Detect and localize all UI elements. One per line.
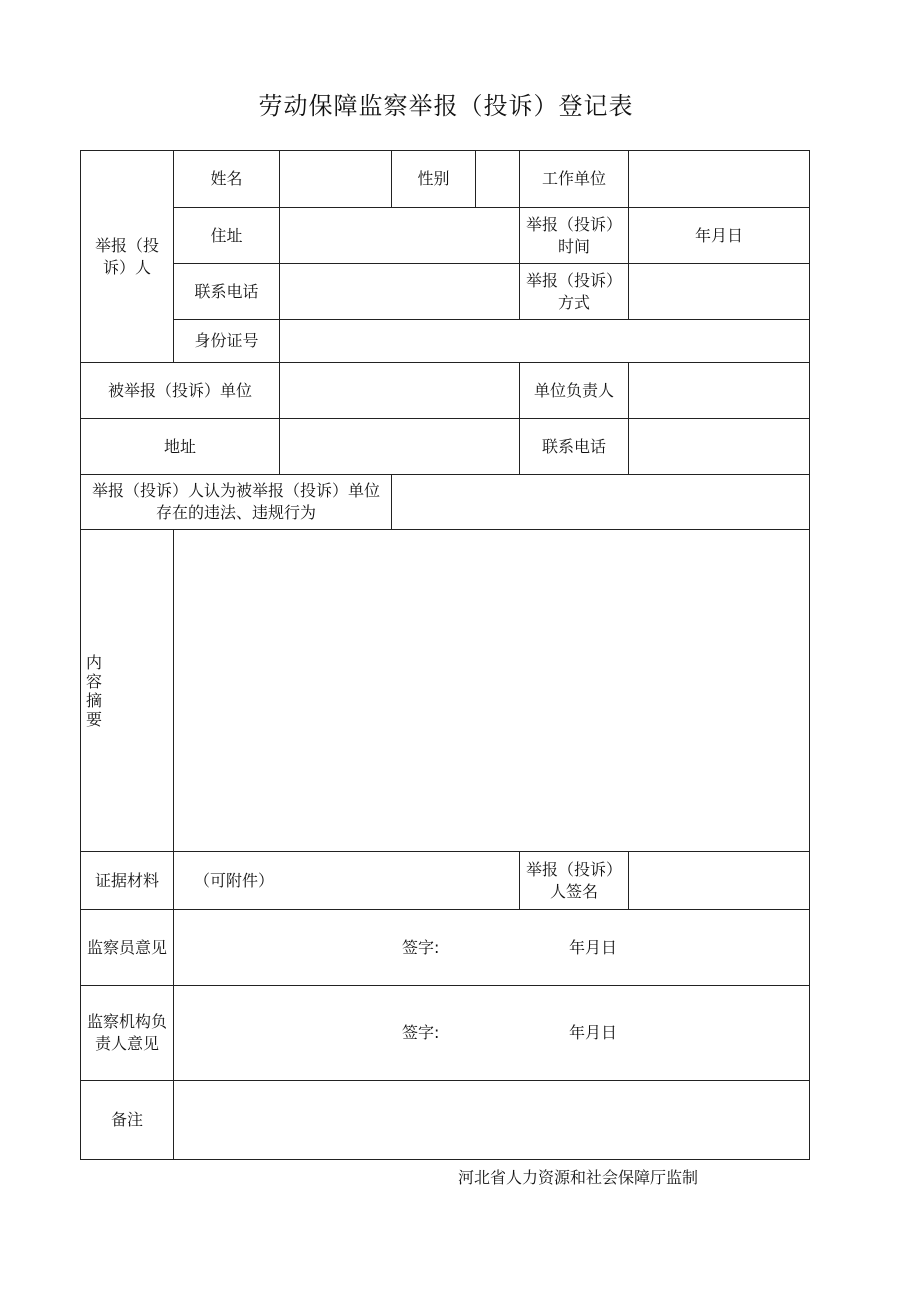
remarks-label-cell <box>80 1080 174 1160</box>
evidence-label: 证据材料 <box>94 870 159 890</box>
agency-head-opinion-label: 监察机构负责人意见 <box>86 1012 167 1053</box>
phone-label-cell <box>173 263 280 320</box>
id-number-label: 身份证号 <box>194 331 259 350</box>
page-title: 劳动保障监察举报（投诉）登记表 <box>258 92 634 120</box>
reported-unit-label: 被举报（投诉）单位 <box>107 380 252 400</box>
id-number-label-cell <box>173 319 280 363</box>
violation-field[interactable] <box>391 474 810 530</box>
unit-phone-field[interactable] <box>628 418 810 475</box>
gender-label-cell <box>391 150 476 208</box>
complainant-label: 举报（投诉）人 <box>94 235 159 277</box>
address-field[interactable] <box>279 207 520 264</box>
agency-signature-date: 年月日 <box>569 1023 618 1042</box>
violation-label-cell <box>80 474 392 530</box>
unit-address-field[interactable] <box>279 418 520 475</box>
remarks-field[interactable] <box>173 1080 810 1160</box>
unit-head-field[interactable] <box>628 362 810 419</box>
work-unit-label: 工作单位 <box>541 169 606 188</box>
report-time-label: 举报（投诉）时间 <box>525 214 622 256</box>
agency-head-opinion-field[interactable] <box>173 985 810 1081</box>
inspector-signature-label: 签字: <box>402 938 440 957</box>
unit-phone-label: 联系电话 <box>541 436 606 456</box>
phone-field[interactable] <box>279 263 520 320</box>
complainant-signature-label-cell <box>519 851 629 910</box>
work-unit-field[interactable] <box>628 150 810 208</box>
evidence-note: （可附件） <box>194 870 275 890</box>
name-field[interactable] <box>279 150 392 208</box>
complainant-signature-field[interactable] <box>628 851 810 910</box>
inspector-opinion-field[interactable] <box>173 909 810 986</box>
reported-unit-field[interactable] <box>279 362 520 419</box>
agency-signature-label: 签字: <box>402 1023 440 1042</box>
complainant-signature-label: 举报（投诉）人签名 <box>525 859 622 901</box>
summary-label-cell <box>80 529 174 852</box>
unit-phone-label-cell <box>519 418 629 475</box>
evidence-field[interactable] <box>173 851 520 910</box>
work-unit-label-cell <box>519 150 629 208</box>
issuer-footer: 河北省人力资源和社会保障厅监制 <box>458 1168 699 1187</box>
unit-address-label: 地址 <box>163 436 196 456</box>
address-label: 住址 <box>210 225 243 245</box>
remarks-label: 备注 <box>110 1110 143 1129</box>
summary-field[interactable] <box>173 529 810 852</box>
report-method-label-cell <box>519 263 629 320</box>
gender-field[interactable] <box>475 150 520 208</box>
report-time-field[interactable] <box>628 207 810 264</box>
unit-address-label-cell <box>80 418 280 475</box>
unit-head-label-cell <box>519 362 629 419</box>
agency-head-opinion-label-cell <box>80 985 174 1081</box>
id-number-field[interactable] <box>279 319 810 363</box>
gender-label: 性别 <box>417 169 450 188</box>
inspector-opinion-label: 监察员意见 <box>86 937 167 957</box>
reported-unit-label-cell <box>80 362 280 419</box>
report-method-field[interactable] <box>628 263 810 320</box>
name-label: 姓名 <box>210 169 243 188</box>
inspector-signature-date: 年月日 <box>569 938 618 957</box>
report-time-label-cell <box>519 207 629 264</box>
complainant-label-cell <box>80 150 174 363</box>
phone-label: 联系电话 <box>194 281 259 301</box>
inspector-opinion-label-cell <box>80 909 174 986</box>
address-label-cell <box>173 207 280 264</box>
evidence-label-cell <box>80 851 174 910</box>
report-time-date: 年月日 <box>694 225 743 245</box>
name-label-cell <box>173 150 280 208</box>
report-method-label: 举报（投诉）方式 <box>525 270 622 312</box>
violation-label: 举报（投诉）人认为被举报（投诉）单位存在的违法、违规行为 <box>91 481 380 522</box>
unit-head-label: 单位负责人 <box>533 380 614 400</box>
summary-label: 内容摘要 <box>85 652 102 729</box>
